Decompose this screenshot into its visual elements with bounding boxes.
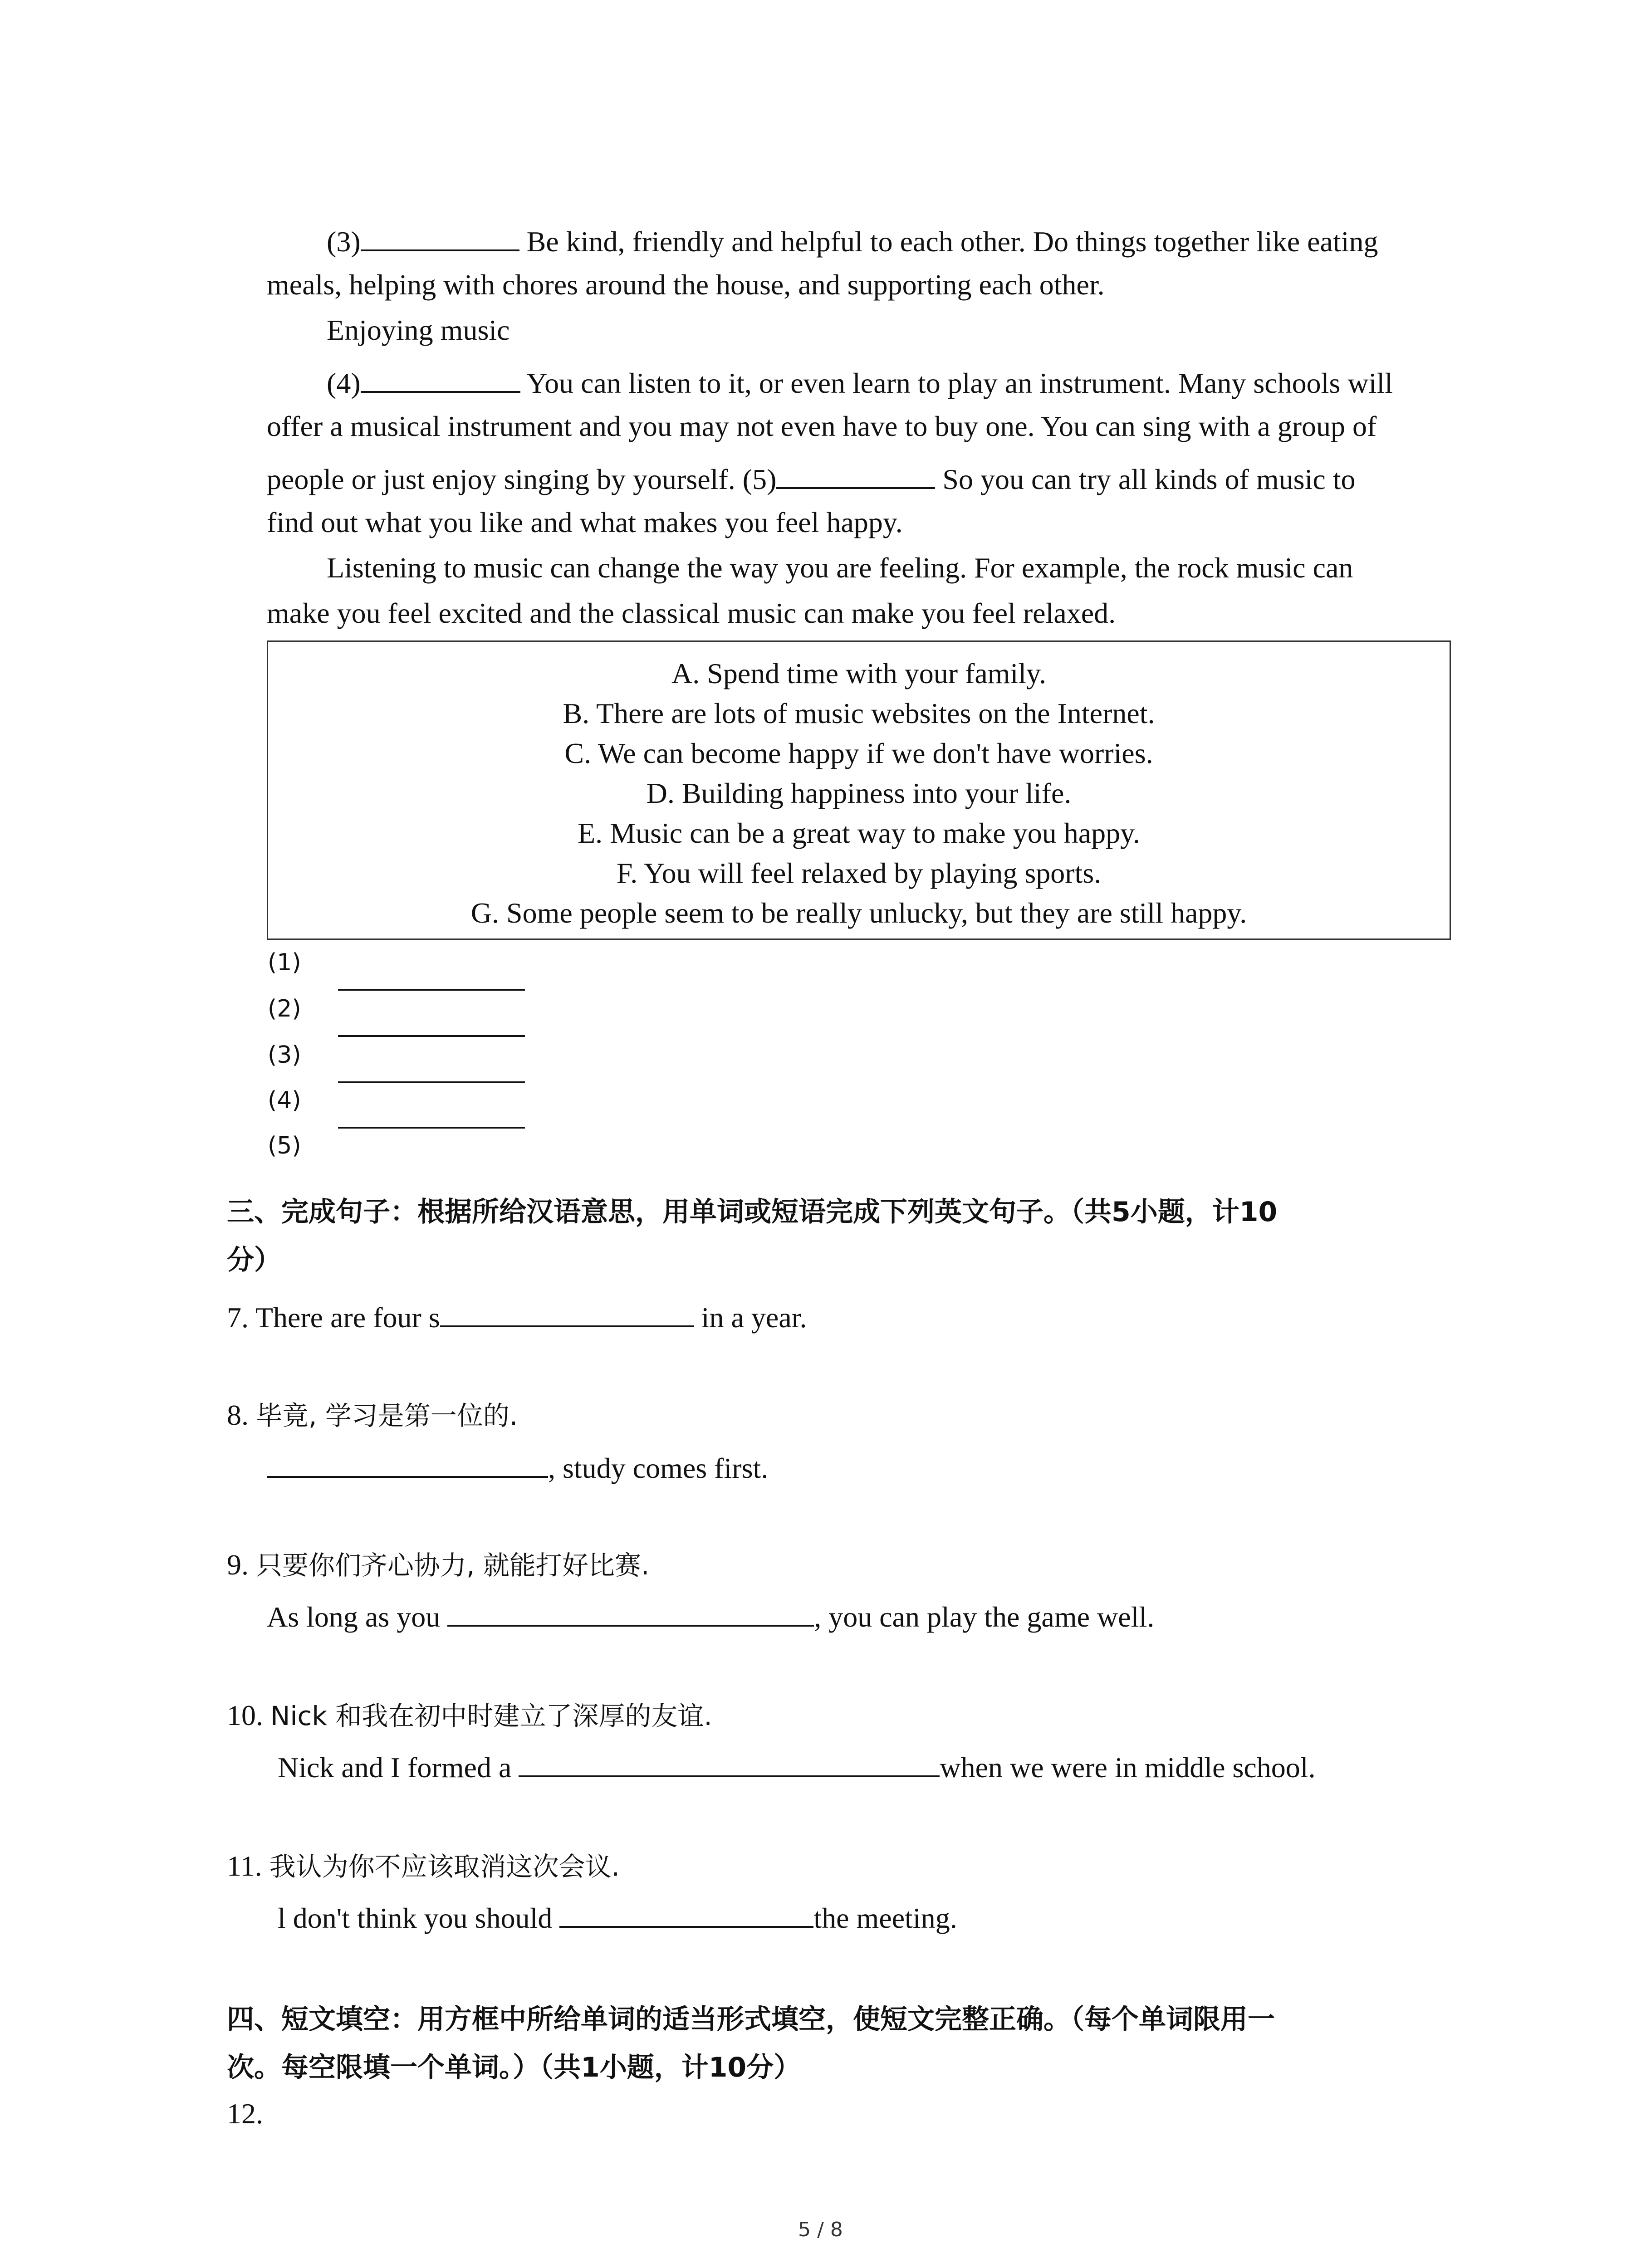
paragraph-4-text-b: So you can try all kinds of music to <box>935 463 1356 495</box>
answer-number-3: (3) <box>268 1041 301 1069</box>
question-9-text: As long as you <box>267 1601 448 1633</box>
question-10-text: Nick and I formed a <box>278 1751 519 1784</box>
question-11-answer-line <box>278 1898 957 1936</box>
answer-blank-2[interactable] <box>338 1035 525 1037</box>
answer-blank-4[interactable] <box>338 1127 525 1129</box>
paragraph-4-line-2: offer a musical instrument and you may not even have to buy one. You can sing with a group of <box>267 410 1377 442</box>
question-7-blank[interactable] <box>440 1297 694 1327</box>
paragraph-5-line-1: Listening to music can change the way you are feeling. For example, the rock music can <box>327 552 1353 584</box>
paragraph-3-line-1 <box>327 221 1378 260</box>
answer-number-5: (5) <box>268 1132 301 1159</box>
section-3-title-line-2: 分） <box>227 1244 281 1276</box>
question-8-number: 8. <box>227 1399 249 1431</box>
question-9-answer-line <box>267 1597 1154 1635</box>
options-box <box>267 640 1451 940</box>
option-e: E. Music can be a great way to make you happy. <box>578 817 1140 849</box>
paragraph-4-line-3 <box>267 459 1356 498</box>
section-4-title-line-2: 次。每空限填一个单词。）（共1小题，计10分） <box>227 2052 801 2083</box>
paragraph-4-text-a: people or just enjoy singing by yourself. (5) <box>267 463 777 495</box>
paragraph-4-text: You can listen to it, or even learn to play an instrument. Many schools will <box>520 367 1393 399</box>
question-9-chinese: 只要你们齐心协力, 就能打好比赛. <box>256 1550 650 1581</box>
answer-blank-3[interactable] <box>338 1081 525 1083</box>
option-a: A. Spend time with your family. <box>671 657 1046 689</box>
answer-number-4: (4) <box>268 1087 301 1114</box>
question-10-number: 10. <box>227 1699 263 1731</box>
question-9-text-end: , you can play the game well. <box>814 1601 1155 1633</box>
passage-blank-4[interactable] <box>361 363 520 393</box>
option-b: B. There are lots of music websites on the Internet. <box>563 697 1155 729</box>
question-8-answer-line <box>267 1448 768 1486</box>
question-11-number: 11. <box>227 1850 262 1882</box>
section-4-title-line-1: 四、短文填空：用方框中所给单词的适当形式填空，使短文完整正确。（每个单词限用一 <box>227 2004 1275 2035</box>
answer-number-2: (2) <box>268 995 301 1022</box>
heading-enjoying-music: Enjoying music <box>327 314 510 346</box>
question-10-prompt <box>227 1697 712 1734</box>
question-11-blank[interactable] <box>559 1898 813 1928</box>
option-c: C. We can become happy if we don't have worries. <box>564 737 1153 769</box>
option-d: D. Building happiness into your life. <box>646 777 1072 809</box>
question-10-chinese: Nick 和我在初中时建立了深厚的友谊. <box>270 1701 712 1731</box>
paragraph-4-line-1 <box>327 363 1393 401</box>
paragraph-5-line-2: make you feel excited and the classical music can make you feel relaxed. <box>267 597 1116 629</box>
passage-blank-3[interactable] <box>361 221 519 251</box>
question-10-blank[interactable] <box>519 1747 940 1777</box>
section-3-title-line-1: 三、完成句子：根据所给汉语意思，用单词或短语完成下列英文句子。（共5小题，计10 <box>227 1196 1278 1228</box>
question-11-text: l don't think you should <box>278 1902 560 1934</box>
option-g: G. Some people seem to be really unlucky, but they are still happy. <box>470 897 1247 929</box>
question-11-prompt <box>227 1848 620 1885</box>
question-11-chinese: 我认为你不应该取消这次会议. <box>269 1851 620 1882</box>
option-f: F. You will feel relaxed by playing sports. <box>616 857 1102 889</box>
page-number: 5 / 8 <box>798 2218 843 2241</box>
question-7 <box>227 1297 807 1336</box>
question-10-text-end: when we were in middle school. <box>940 1751 1316 1784</box>
blank-number-3: (3) <box>327 225 361 258</box>
paragraph-3-text: Be kind, friendly and helpful to each other. Do things together like eating <box>519 225 1378 258</box>
question-7-number: 7. <box>227 1301 249 1334</box>
blank-number-4: (4) <box>327 367 361 399</box>
question-8-chinese: 毕竟, 学习是第一位的. <box>256 1400 518 1431</box>
paragraph-3-line-2: meals, helping with chores around the house, and supporting each other. <box>267 269 1105 301</box>
answer-number-1: (1) <box>268 949 301 976</box>
question-12-number: 12. <box>227 2097 263 2130</box>
question-8-blank[interactable] <box>267 1448 548 1478</box>
question-7-text: There are four s <box>255 1301 440 1334</box>
question-7-text-end: in a year. <box>694 1301 807 1334</box>
answer-blank-1[interactable] <box>338 989 525 991</box>
paragraph-4-line-4: find out what you like and what makes you feel happy. <box>267 506 903 538</box>
question-9-blank[interactable] <box>447 1597 814 1627</box>
question-11-text-end: the meeting. <box>813 1902 957 1934</box>
passage-blank-5[interactable] <box>776 459 935 489</box>
question-9-number: 9. <box>227 1549 249 1581</box>
question-9-prompt <box>227 1547 649 1584</box>
question-10-answer-line <box>278 1747 1316 1786</box>
question-8-prompt <box>227 1397 518 1434</box>
question-8-text-end: , study comes first. <box>548 1452 769 1484</box>
